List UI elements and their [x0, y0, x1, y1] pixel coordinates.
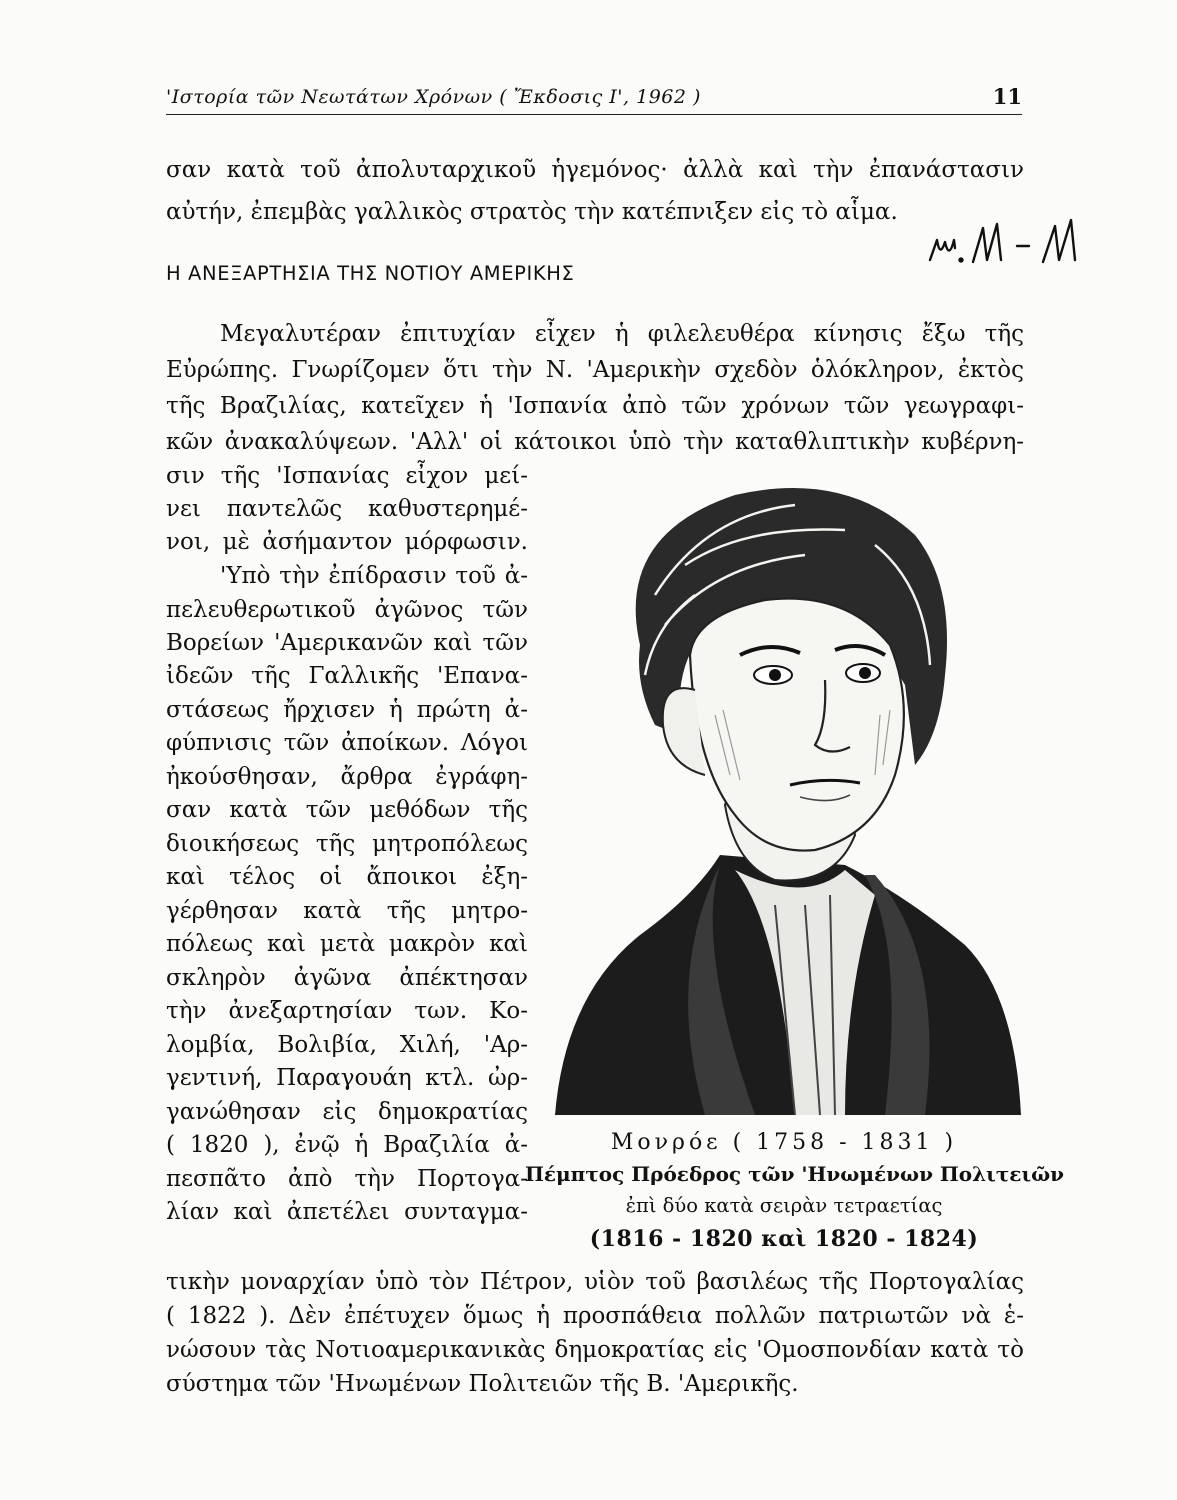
caption-title: Πέμπτος Πρόεδρος τῶν 'Ηνωμένων Πολιτειῶν [525, 1162, 1065, 1186]
intro-line-1: σαν κατὰ τοῦ ἀπολυταρχικοῦ ἡγεμόνος· ἀλλὰ καὶ τὴν ἐπανάστασιν [166, 157, 1024, 183]
intro-line-2: αὐτήν, ἐπεμβὰς γαλλικὸς στρατὸς τὴν κατέπνιξεν εἰς τὸ αἷμα. [166, 199, 898, 225]
column-line: φύπνισις τῶν ἀποίκων. Λόγοι [166, 730, 528, 756]
column-line: σαν κατὰ τῶν μεθόδων τῆς [166, 797, 528, 823]
running-header [166, 80, 1022, 115]
caption-terms: ἐπὶ δύο κατὰ σειρὰν τετραετίας [625, 1194, 943, 1217]
column-line: διοικήσεως τῆς μητροπόλεως [166, 831, 528, 857]
column-line: γέρθησαν κατὰ τῆς μητρο- [166, 898, 528, 924]
column-line: πελευθερωτικοῦ ἀγῶνος τῶν [166, 597, 528, 623]
column-line: νει παντελῶς καθυστερημέ- [166, 496, 528, 522]
column-line: ( 1820 ), ἐνῷ ἡ Βραζιλία ἀ- [166, 1132, 528, 1158]
paragraph-line: κῶν ἀνακαλύψεων. 'Αλλ' οἱ κάτοικοι ὑπὸ τὴν καταθλιπτικὴν κυβέρνη- [166, 429, 1024, 455]
column-line: γεντινή, Παραγουάη κτλ. ὠρ- [166, 1065, 528, 1091]
paragraph-line: τῆς Βραζιλίας, κατεῖχεν ἡ 'Ισπανία ἀπὸ τῶν χρόνων τῶν γεωγραφι- [166, 393, 1024, 419]
section-heading: Η ΑΝΕΞΑΡΤΗΣΙΑ ΤΗΣ ΝΟΤΙΟΥ ΑΜΕΡΙΚΗΣ [166, 262, 575, 285]
column-line: πεσπᾶτο ἀπὸ τὴν Πορτογα- [166, 1166, 528, 1192]
column-line: στάσεως ἤρχισεν ἡ πρώτη ἀ- [166, 697, 528, 723]
column-line: Βορείων 'Αμερικανῶν καὶ τῶν [166, 630, 528, 656]
paragraph-line: ( 1822 ). Δὲν ἐπέτυχεν ὅμως ἡ προσπάθεια πολλῶν πατριωτῶν νὰ ἑ- [166, 1303, 1024, 1329]
paragraph-line: Μεγαλυτέραν ἐπιτυχίαν εἶχεν ἡ φιλελευθέρα κίνησις ἔξω τῆς [220, 321, 1024, 347]
page-number: 11 [992, 84, 1022, 109]
column-line: νοι, μὲ ἀσήμαντον μόρφωσιν. [166, 529, 528, 555]
caption-name: Μονρόε ( 1758 - 1831 ) [610, 1130, 958, 1155]
column-line: καὶ τέλος οἱ ἄποικοι ἐξη- [166, 864, 528, 890]
paragraph-line: Εὐρώπης. Γνωρίζομεν ὅτι τὴν Ν. 'Αμερικὴν σχεδὸν ὁλόκληρον, ἐκτὸς [166, 357, 1024, 383]
column-line: λομβία, Βολιβία, Χιλή, 'Αρ- [166, 1032, 528, 1058]
running-title: 'Ιστορία τῶν Νεωτάτων Χρόνων ( Ἔκδοσις Ι', 1962 ) [166, 86, 701, 108]
column-line: λίαν καὶ ἀπετέλει συνταγμα- [166, 1199, 528, 1225]
paragraph-line: σύστημα τῶν 'Ηνωμένων Πολιτειῶν τῆς Β. 'Αμερικῆς. [166, 1371, 799, 1397]
caption-years: (1816 - 1820 καὶ 1820 - 1824) [589, 1226, 979, 1252]
column-line: ἰδεῶν τῆς Γαλλικῆς 'Επανα- [166, 663, 528, 689]
column-line: 'Υπὸ τὴν ἐπίδρασιν τοῦ ἀ- [220, 563, 528, 589]
handwritten-annotation [925, 210, 1135, 270]
column-line: σιν τῆς 'Ισπανίας εἶχον μεί- [166, 463, 528, 489]
column-line: τὴν ἀνεξαρτησίαν των. Κο- [166, 998, 528, 1024]
column-line: ἠκούσθησαν, ἄρθρα ἐγράφη- [166, 764, 528, 790]
paragraph-line: νώσουν τὰς Νοτιοαμερικανικὰς δημοκρατίας εἰς 'Ομοσπονδίαν κατὰ τὸ [166, 1337, 1024, 1363]
paragraph-line: τικὴν μοναρχίαν ὑπὸ τὸν Πέτρον, υἱὸν τοῦ βασιλέως τῆς Πορτογαλίας [166, 1269, 1024, 1295]
column-line: γανώθησαν εἰς δημοκρατίας [166, 1099, 528, 1125]
column-line: πόλεως καὶ μετὰ μακρὸν καὶ [166, 931, 528, 957]
column-line: σκληρὸν ἀγῶνα ἀπέκτησαν [166, 965, 528, 991]
portrait-engraving-monroe [545, 475, 1023, 1120]
